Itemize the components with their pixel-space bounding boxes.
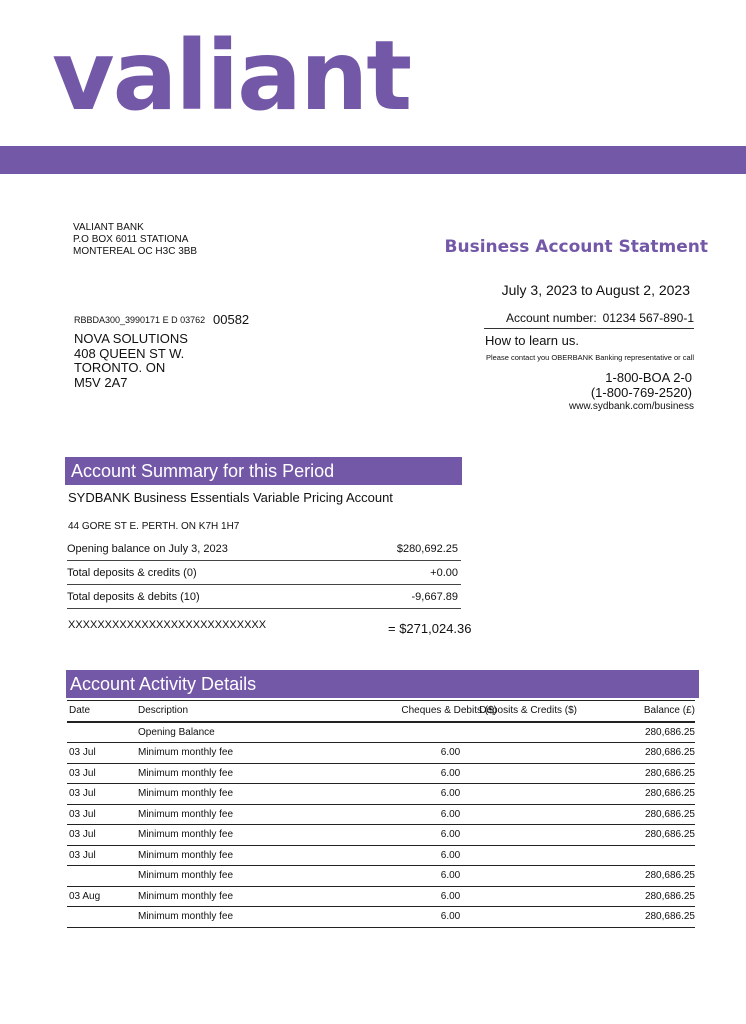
closing-balance: = $271,024.36	[388, 621, 472, 636]
cell-description: Minimum monthly fee	[138, 808, 234, 820]
bank-address-line: VALIANT BANK	[73, 222, 144, 233]
cell-balance: 280,686.25	[644, 911, 695, 922]
bank-address-line: P.O BOX 6011 STATIONA	[73, 234, 189, 245]
cell-balance: 280,686.25	[644, 829, 695, 840]
activity-table	[67, 700, 695, 928]
table-row	[67, 805, 695, 826]
column-header-cheques: Cheques & Debits ($)	[401, 705, 497, 716]
column-header-balance: Balance (£)	[643, 705, 695, 716]
reference-number: 00582	[213, 312, 250, 327]
cell-description: Minimum monthly fee	[138, 890, 234, 902]
cell-date: 03 Jul	[69, 808, 96, 820]
cell-balance: 280,686.25	[644, 808, 695, 820]
cell-cheques: 6.00	[440, 849, 461, 861]
summary-row-value: -9,667.89	[411, 591, 458, 603]
cell-balance: 280,686.25	[644, 747, 695, 758]
cell-description: Minimum monthly fee	[138, 747, 234, 758]
cell-date: 03 Jul	[69, 747, 96, 758]
customer-address	[74, 332, 188, 390]
summary-row	[67, 586, 461, 609]
table-header-row	[67, 700, 695, 722]
cell-cheques: 6.00	[440, 788, 461, 799]
table-row	[67, 866, 695, 887]
cell-cheques: 6.00	[440, 808, 461, 820]
reference-code: RBBDA300_3990171 E D 03762	[74, 315, 206, 325]
cell-cheques: 6.00	[440, 890, 461, 902]
learn-heading: How to learn us.	[485, 333, 579, 348]
cell-balance: 280,686.25	[644, 767, 695, 779]
account-number: 01234 567-890-1	[602, 311, 694, 325]
cell-description: Minimum monthly fee	[138, 788, 234, 799]
account-number-label: Account number:	[506, 311, 597, 325]
summary-heading: Account Summary for this Period	[65, 457, 462, 485]
phone-block	[591, 370, 692, 400]
customer-line: TORONTO. ON	[74, 360, 166, 375]
cell-description: Minimum monthly fee	[138, 767, 234, 779]
cell-description: Minimum monthly fee	[138, 911, 234, 922]
statement-period: July 3, 2023 to August 2, 2023	[501, 282, 690, 298]
cell-balance: 280,686.25	[644, 726, 695, 738]
bank-address-line: MONTEREAL OC H3C 3BB	[73, 246, 198, 257]
cell-description: Minimum monthly fee	[138, 849, 234, 861]
cell-cheques: 6.00	[440, 911, 461, 922]
table-row	[67, 743, 695, 764]
column-header-date: Date	[69, 705, 91, 716]
cell-description: Minimum monthly fee	[138, 829, 234, 840]
cell-description: Opening Balance	[138, 726, 215, 738]
cell-balance: 280,686.25	[644, 870, 695, 881]
cell-cheques: 6.00	[440, 829, 461, 840]
table-row	[67, 846, 695, 867]
cell-balance: 280,686.25	[644, 788, 695, 799]
summary-address: 44 GORE ST E. PERTH. ON K7H 1H7	[68, 521, 240, 532]
phone-secondary: (1-800-769-2520)	[590, 385, 692, 400]
cell-date: 03 Aug	[69, 890, 101, 902]
summary-row-label: Total deposits & debits (10)	[67, 591, 200, 603]
cell-date: 03 Jul	[69, 788, 96, 799]
bank-logo: valiant	[52, 20, 411, 132]
cell-cheques: 6.00	[440, 747, 461, 758]
summary-row-value: $280,692.25	[396, 543, 458, 555]
cell-date: 03 Jul	[69, 849, 96, 861]
summary-row	[67, 562, 461, 585]
bank-address	[73, 222, 197, 258]
customer-line: NOVA SOLUTIONS	[74, 331, 188, 346]
summary-row-label: Opening balance on July 3, 2023	[67, 543, 228, 555]
phone-primary: 1-800-BOA 2-0	[605, 370, 692, 385]
summary-row	[67, 538, 461, 561]
summary-account-type: SYDBANK Business Essentials Variable Pricing Account	[68, 490, 393, 505]
cell-description: Minimum monthly fee	[138, 870, 234, 881]
activity-heading: Account Activity Details	[66, 670, 699, 698]
column-header-description: Description	[138, 705, 189, 716]
website-link[interactable]: www.sydbank.com/business	[568, 401, 694, 412]
cell-cheques: 6.00	[440, 870, 461, 881]
table-row	[67, 907, 695, 928]
table-row	[67, 784, 695, 805]
customer-line: M5V 2A7	[74, 374, 128, 390]
cell-date: 03 Jul	[69, 829, 96, 840]
cell-date: 03 Jul	[69, 767, 96, 779]
summary-row-label: Total deposits & credits (0)	[67, 567, 197, 579]
cell-balance: 280,686.25	[644, 890, 695, 902]
summary-row-value: +0.00	[430, 567, 458, 579]
customer-line: 408 QUEEN ST W.	[74, 345, 185, 361]
table-row	[67, 887, 695, 908]
column-header-deposits: Deposits & Credits ($)	[479, 705, 577, 716]
statement-title: Business Account Statment	[444, 237, 708, 257]
contact-note: Please contact you OBERBANK Banking representative or call	[485, 353, 694, 362]
table-row	[67, 825, 695, 846]
account-number-row	[484, 311, 694, 329]
table-row	[67, 764, 695, 785]
cell-cheques: 6.00	[440, 767, 461, 779]
masked-text: XXXXXXXXXXXXXXXXXXXXXXXXXXX	[68, 619, 267, 631]
header-band	[0, 146, 746, 174]
table-row	[67, 722, 695, 744]
